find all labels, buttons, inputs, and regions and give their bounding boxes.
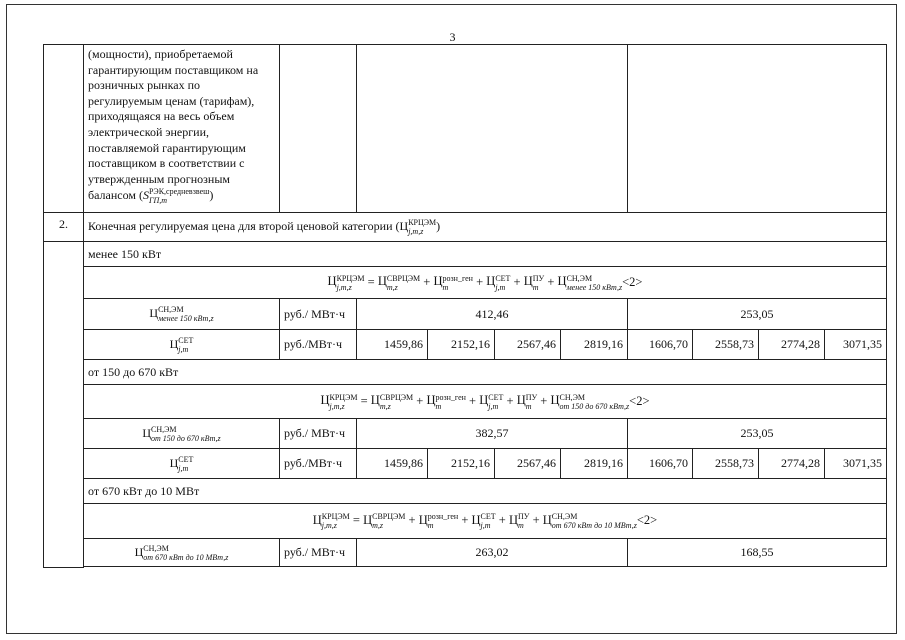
desc-line: (мощности), приобретаемой bbox=[88, 47, 233, 61]
formula-term-svrcem: Ц СВРЦЭМ m,z bbox=[363, 512, 406, 530]
desc-line: утвержденным прогнозным bbox=[88, 171, 230, 186]
sn-sup: СН,ЭМ bbox=[143, 543, 169, 553]
continuation-unit-cell bbox=[280, 45, 357, 213]
formula-row bbox=[44, 267, 887, 299]
formula-lhs: Ц КРЦЭМ j,m,z bbox=[312, 512, 350, 530]
unit-cell: руб./МВт·ч bbox=[280, 330, 357, 360]
desc-suffix: ) bbox=[209, 188, 214, 203]
set-value: 2567,46 bbox=[495, 449, 561, 479]
sn-symbol-cell: Ц СН,ЭМ от 150 до 670 кВт,z bbox=[84, 419, 280, 449]
sn-value-a: 412,46 bbox=[357, 299, 628, 330]
set-value: 1459,86 bbox=[357, 449, 428, 479]
section-number: 2. bbox=[44, 213, 84, 242]
s-symbol: S bbox=[142, 188, 149, 203]
formula-operator: = bbox=[364, 274, 378, 289]
set-value: 2774,28 bbox=[759, 449, 825, 479]
formula-term-sn: Ц СН,ЭМ от 670 кВт до 10 МВт,z bbox=[542, 512, 637, 530]
band-label-row bbox=[44, 242, 887, 267]
formula-lhs: Ц КРЦЭМ j,m,z bbox=[320, 392, 358, 411]
formula-operator: + bbox=[510, 274, 524, 289]
set-value: 2558,73 bbox=[693, 449, 759, 479]
set-symbol: Ц bbox=[169, 336, 179, 351]
formula-term-svrcem: Ц СВРЦЭМ m,z bbox=[370, 392, 414, 411]
title-sub: j,m,z bbox=[408, 227, 424, 236]
band-label: от 150 до 670 кВт bbox=[84, 360, 887, 385]
set-value: 2819,16 bbox=[561, 330, 628, 360]
formula-operator: + bbox=[405, 512, 419, 527]
formula-term-sn: Ц СН,ЭМ менее 150 кВт,z bbox=[557, 273, 623, 292]
formula-operator: + bbox=[495, 512, 509, 527]
formula-lhs: Ц КРЦЭМ j,m,z bbox=[327, 273, 365, 292]
desc-last-line bbox=[88, 187, 275, 205]
tariff-table bbox=[43, 44, 887, 568]
set-value: 2819,16 bbox=[561, 449, 628, 479]
formula-operator: + bbox=[458, 512, 472, 527]
formula-band-1 bbox=[84, 267, 887, 299]
continuation-value-cell-a bbox=[357, 45, 628, 213]
set-value: 2152,16 bbox=[428, 330, 495, 360]
formula-operator: + bbox=[544, 274, 558, 289]
set-value: 3071,35 bbox=[825, 449, 887, 479]
formula-operator: + bbox=[420, 274, 434, 289]
sn-row bbox=[44, 539, 887, 567]
set-sup: СЕТ bbox=[178, 454, 194, 464]
title-suffix: ) bbox=[436, 218, 441, 233]
continuation-num-cell bbox=[44, 45, 84, 213]
desc-line: поставляемой гарантирующим bbox=[88, 140, 246, 155]
band-label-row bbox=[44, 360, 887, 385]
desc-line: регулируемым ценам (тарифам), bbox=[88, 93, 255, 108]
set-sup: СЕТ bbox=[178, 335, 194, 345]
sn-symbol-cell: Ц СН,ЭМ менее 150 кВт,z bbox=[84, 299, 280, 330]
sn-value-b: 253,05 bbox=[628, 299, 887, 330]
sn-sub: от 670 кВт до 10 МВт,z bbox=[143, 552, 229, 562]
section-num-spacer bbox=[44, 242, 84, 568]
set-symbol-cell bbox=[84, 330, 280, 360]
band-label: от 670 кВт до 10 МВт bbox=[84, 479, 887, 504]
formula-band-3 bbox=[84, 504, 887, 539]
formula-operator: = bbox=[357, 393, 371, 408]
set-value: 2558,73 bbox=[693, 330, 759, 360]
formula-operator: + bbox=[472, 274, 487, 289]
unit-cell: руб./ МВт·ч bbox=[280, 299, 357, 330]
formula-term-rozn-gen: Ц розн_ген m bbox=[426, 392, 466, 411]
formula-term-rozn-gen: Ц розн_ген m bbox=[418, 512, 459, 530]
set-value: 1606,70 bbox=[628, 449, 693, 479]
desc-line: электрической энергии, bbox=[88, 124, 210, 139]
formula-term-pu: Ц ПУ m bbox=[516, 392, 538, 411]
set-row bbox=[44, 449, 887, 479]
set-value: 1459,86 bbox=[357, 330, 428, 360]
formula-note: <2> bbox=[636, 512, 658, 527]
formula-row bbox=[44, 504, 887, 539]
unit-cell: руб./ МВт·ч bbox=[280, 539, 357, 567]
sn-row bbox=[44, 299, 887, 330]
set-symbol-cell bbox=[84, 449, 280, 479]
sn-sub: от 150 до 670 кВт,z bbox=[151, 433, 221, 443]
s-sup: РЭК,средневзвеш bbox=[148, 187, 210, 197]
sn-sup: СН,ЭМ bbox=[151, 424, 177, 434]
s-sub: ГП,m bbox=[148, 196, 168, 206]
formula-term-sn: Ц СН,ЭМ от 150 до 670 кВт,z bbox=[550, 392, 630, 411]
formula-term-set: Ц СЕТ j,m bbox=[471, 512, 496, 530]
formula-operator: + bbox=[503, 393, 517, 408]
sn-value-a: 263,02 bbox=[357, 539, 628, 567]
set-value: 2152,16 bbox=[428, 449, 495, 479]
formula-term-set: Ц СЕТ j,m bbox=[479, 392, 504, 411]
formula-operator: + bbox=[537, 393, 551, 408]
desc-line: розничных рынках по bbox=[88, 78, 200, 93]
continuation-value-cell-b bbox=[628, 45, 887, 213]
formula-row bbox=[44, 385, 887, 419]
page-number: 3 bbox=[449, 30, 456, 44]
formula-operator: + bbox=[413, 393, 427, 408]
title-sup: КРЦЭМ bbox=[408, 218, 437, 227]
sn-value-a: 382,57 bbox=[357, 419, 628, 449]
continuation-row bbox=[44, 45, 887, 213]
desc-line: приходящаяся на весь объем bbox=[88, 109, 235, 124]
formula-operator: + bbox=[465, 393, 480, 408]
set-value: 1606,70 bbox=[628, 330, 693, 360]
sn-value-b: 168,55 bbox=[628, 539, 887, 567]
formula-operator: = bbox=[349, 512, 364, 527]
desc-line: гарантирующим поставщиком на bbox=[88, 62, 259, 77]
formula-term-pu: Ц ПУ m bbox=[508, 512, 530, 530]
set-sub: j,m bbox=[178, 463, 189, 473]
unit-cell: руб./ МВт·ч bbox=[280, 419, 357, 449]
unit-cell: руб./МВт·ч bbox=[280, 449, 357, 479]
set-value: 2774,28 bbox=[759, 330, 825, 360]
formula-operator: + bbox=[529, 512, 543, 527]
formula-note: <2> bbox=[622, 274, 643, 289]
set-row bbox=[44, 330, 887, 360]
formula-term-pu: Ц ПУ m bbox=[523, 273, 545, 292]
band-label: менее 150 кВт bbox=[84, 242, 887, 267]
sn-sub: менее 150 кВт,z bbox=[158, 314, 214, 323]
section-title-text: Конечная регулируемая цена для второй ценовой категории (Ц bbox=[88, 218, 409, 233]
set-sub: j,m bbox=[178, 344, 189, 354]
desc-line: поставщиком в соответствии с bbox=[88, 156, 245, 171]
formula-note: <2> bbox=[629, 393, 650, 408]
sn-sup: СН,ЭМ bbox=[158, 305, 184, 314]
formula-band-2 bbox=[84, 385, 887, 419]
continuation-desc-cell bbox=[84, 45, 280, 213]
sn-row bbox=[44, 419, 887, 449]
set-value: 3071,35 bbox=[825, 330, 887, 360]
set-value: 2567,46 bbox=[495, 330, 561, 360]
formula-term-set: Ц СЕТ j,m bbox=[486, 273, 511, 292]
desc-prefix: балансом ( bbox=[88, 188, 143, 203]
sn-symbol-cell: Ц СН,ЭМ от 670 кВт до 10 МВт,z bbox=[84, 539, 280, 567]
sn-value-b: 253,05 bbox=[628, 419, 887, 449]
section-title bbox=[84, 213, 887, 242]
band-label-row bbox=[44, 479, 887, 504]
formula-term-svrcem: Ц СВРЦЭМ m,z bbox=[377, 273, 421, 292]
set-symbol: Ц bbox=[169, 455, 179, 470]
section2-title-row bbox=[44, 213, 887, 242]
formula-term-rozn-gen: Ц розн_ген m bbox=[433, 273, 473, 292]
